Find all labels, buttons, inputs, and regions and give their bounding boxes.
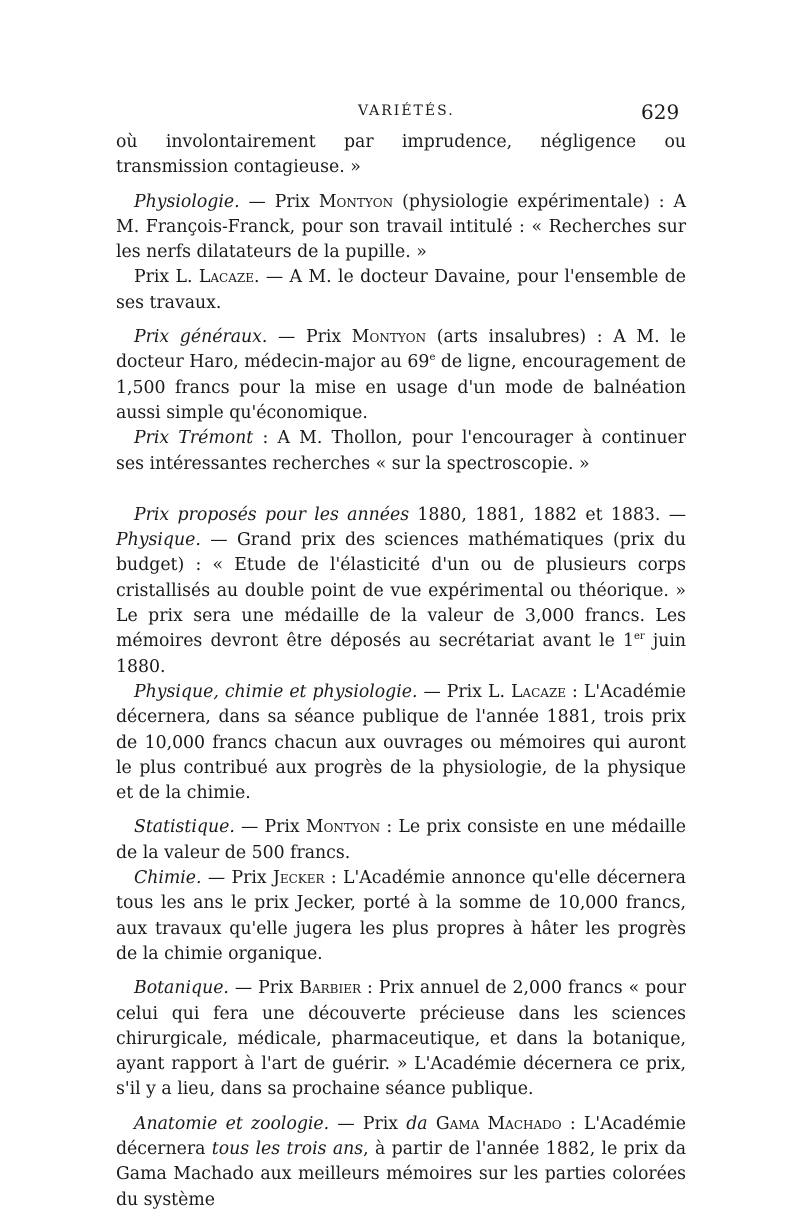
text-body [116, 130, 686, 1213]
text-run: (arts insalubres) : A M. le docteur Haro, médecin-major au 69 [116, 327, 686, 373]
paragraph-botanique [116, 976, 686, 1102]
small-caps-name: Gama Machado [435, 1113, 562, 1134]
paragraph-prix-generaux [116, 325, 686, 426]
paragraph-prix-proposes [116, 503, 686, 680]
small-caps-name: Jecker [272, 868, 325, 889]
italic-text: Statistique. [134, 817, 235, 838]
italic-text: Physique, chimie et physiologie. [134, 681, 418, 702]
text-run: de ligne, encouragement de 1,500 francs pour la mise en usage d'un mode de balnéation aussi simple qu'économique. [116, 352, 686, 423]
text-run: — Prix [329, 1113, 407, 1134]
text-run: juin 1880. [116, 631, 687, 677]
paragraph-physique-chimie-physiologie [116, 680, 686, 806]
text-run: — Prix [234, 817, 306, 838]
small-caps-name: Barbier [299, 978, 362, 999]
paragraph-prix-lacaze [116, 265, 686, 316]
text-run: : Le prix consiste en une médaille de la valeur de 500 francs. [116, 817, 686, 863]
paragraph-anatomie-zoologie [116, 1112, 686, 1213]
small-caps-name: Lacaze [198, 267, 254, 288]
italic-text: Prix généraux. [134, 327, 268, 348]
paragraph-chimie [116, 866, 686, 967]
italic-text: Chimie. [134, 868, 202, 889]
text-run: : L'Académie décernera, dans sa séance publique de l'année 1881, trois prix de 10,000 francs chacun aux ouvrages ou mémoires qui auront le plus contribué aux progrès de la physiologie, de la physique et de la chimie. [116, 681, 687, 804]
paragraph-prix-tremont [116, 426, 686, 477]
text-run: (physiologie expérimentale) : A M. François-Franck, pour son travail intitulé : « Recherches sur les nerfs dilatateurs de la pupille. » [116, 191, 686, 263]
text-run: — Prix L. [417, 681, 511, 702]
italic-text: Physiologie. [134, 191, 240, 212]
italic-text: tous les trois ans [211, 1138, 364, 1159]
text-run: , à partir de l'année 1882, le prix da Gama Machado aux meilleurs mémoires sur les parties colorées du système [116, 1138, 687, 1210]
italic-text: Physique. [116, 530, 201, 551]
italic-text: Botanique. [134, 978, 229, 999]
page-number: 629 [641, 100, 680, 124]
text-run: — Prix [267, 327, 352, 348]
italic-text: Anatomie et zoologie. [134, 1113, 330, 1134]
italic-text: da [406, 1113, 428, 1134]
small-caps-name: Lacaze [510, 681, 567, 702]
superscript: er [633, 631, 645, 643]
text-run: Prix L. [134, 267, 199, 288]
text-run: — Prix [201, 868, 273, 889]
text-run [428, 1114, 436, 1134]
text-run: : A M. Thollon, pour l'encourager à continuer ses intéressantes recherches « sur la spectroscopie. » [116, 428, 686, 474]
italic-text: Prix Trémont [134, 428, 254, 449]
text-run: — Prix [239, 191, 319, 212]
small-caps-name: Montyon [305, 817, 381, 838]
text-run: 1880, 1881, 1882 et 1883. — [409, 504, 686, 525]
text-run: . — A M. le docteur Davaine, pour l'ensemble de ses travaux. [116, 267, 686, 313]
superscript: e [429, 352, 436, 364]
text-run: — Prix [228, 978, 300, 999]
paragraph-physiologie [116, 190, 686, 266]
small-caps-name: Montyon [318, 191, 394, 212]
paragraph-continuation [116, 130, 686, 181]
text-run: : L'Académie annonce qu'elle décernera tous les ans le prix Jecker, porté à la somme de 10,000 francs, aux travaux qu'elle jugera les plus propres à hâter les progrès de la chimie organique. [116, 868, 686, 964]
paragraph-statistique [116, 815, 686, 866]
text-run: : Prix annuel de 2,000 francs « pour celui qui fera une découverte précieuse dans les sciences chirurgicale, médicale, pharmaceutique, et dans la botanique, ayant rapport à l'art de guérir. » L'Académie décernera ce prix, s'il y a lieu, dans sa prochaine séance publique. [116, 978, 686, 1100]
running-header [0, 100, 800, 127]
running-title: VARIÉTÉS. [358, 103, 455, 119]
text-run: — Grand prix des sciences mathématiques (prix du budget) : « Etude de l'élasticité d'un ou de plusieurs corps cristallisés au double point de vue expérimental ou théorique. » Le prix sera une médaille de la valeur de 3,000 francs. Les mémoires devront être déposés au secrétariat avant le 1 [116, 530, 686, 652]
italic-text: Prix proposés pour les années [134, 504, 410, 525]
text-run: où involontairement par imprudence, négligence ou transmission contagieuse. » [116, 132, 686, 178]
text-run: : L'Académie décernera [116, 1113, 686, 1159]
small-caps-name: Montyon [351, 327, 427, 348]
